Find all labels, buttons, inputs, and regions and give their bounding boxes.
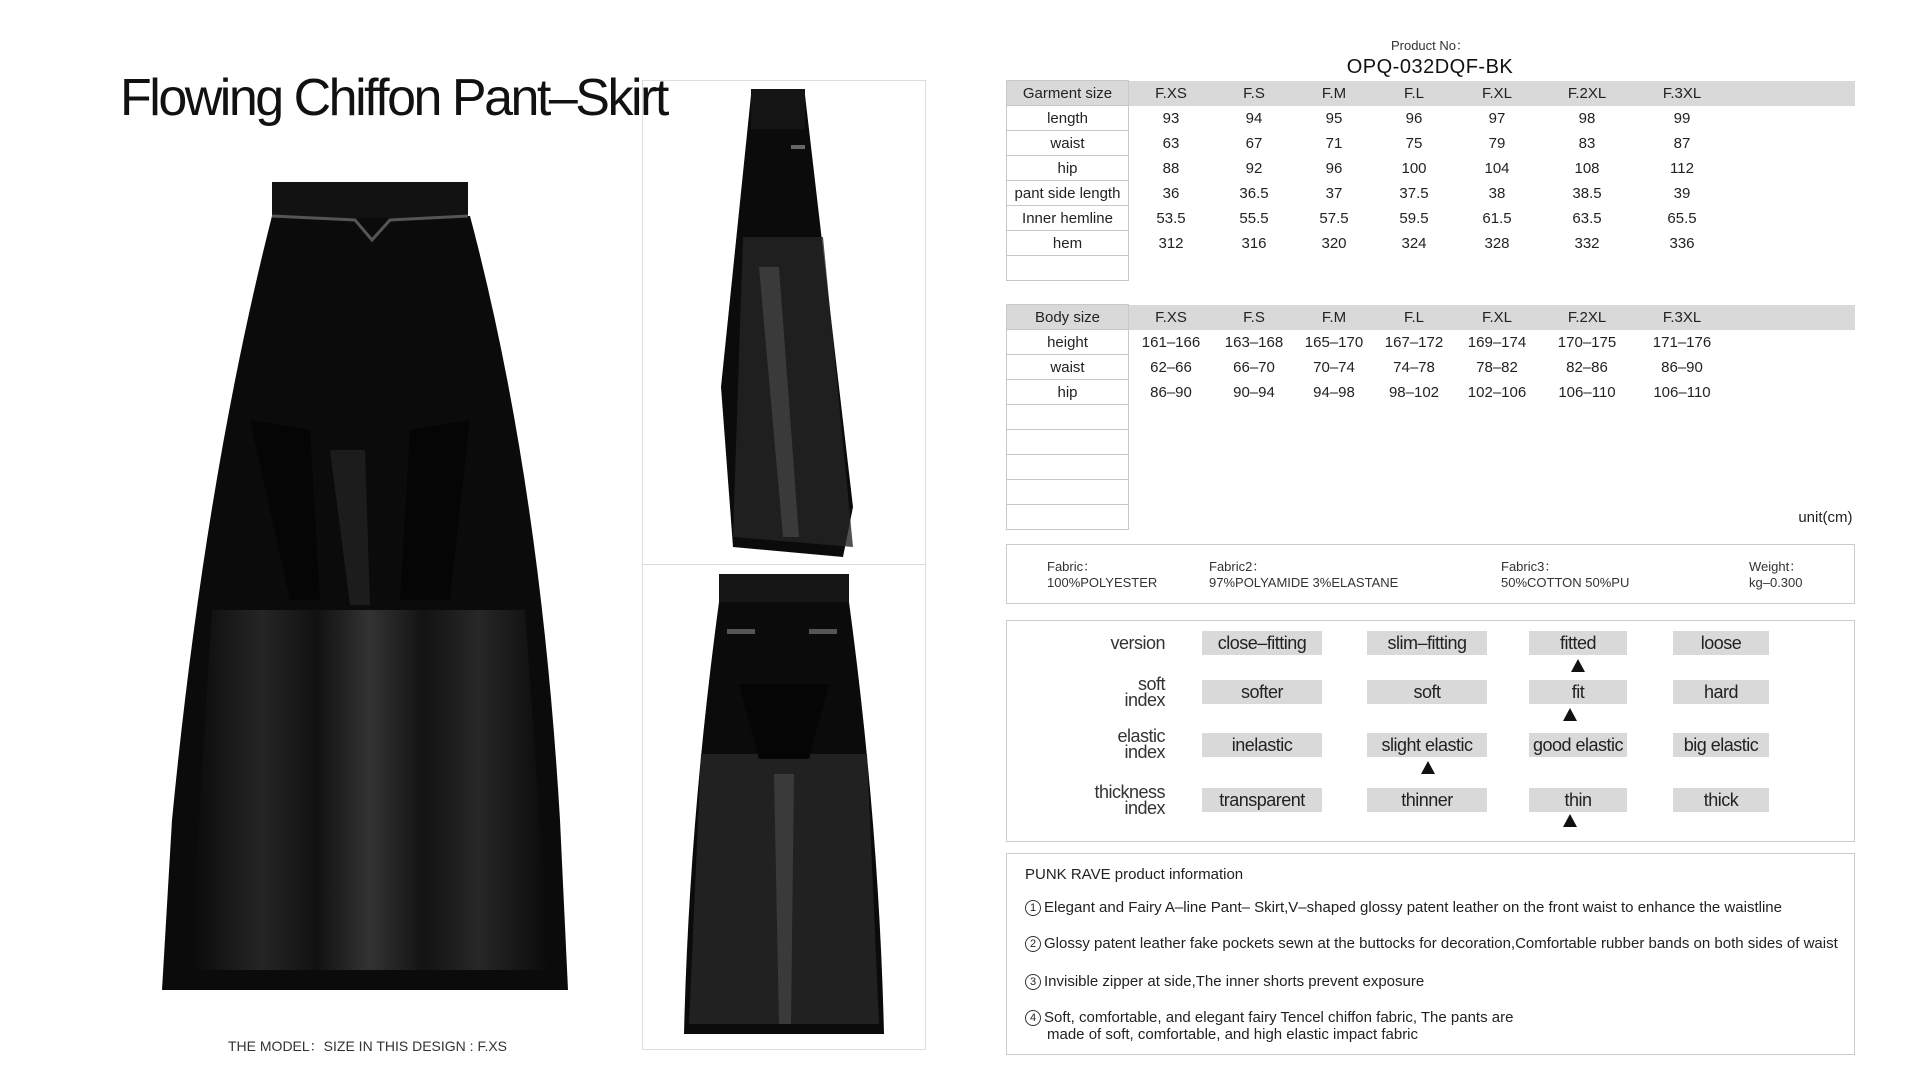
table-cell: 99	[1673, 109, 1691, 127]
table-cell: 66–70	[1233, 358, 1275, 376]
soft-option: fit	[1529, 680, 1627, 704]
soft-option: hard	[1673, 680, 1769, 704]
table-cell: 62–66	[1150, 358, 1192, 376]
number-badge-icon: 3	[1025, 974, 1041, 990]
table-cell: 108	[1574, 159, 1600, 177]
product-number-label: Product No：	[1390, 38, 1470, 53]
table-cell: 98	[1578, 109, 1596, 127]
table-cell: 39	[1673, 184, 1691, 202]
body-size-header: Body size	[1007, 305, 1129, 330]
fabric-2: Fabric2： 97%POLYAMIDE 3%ELASTANE	[1209, 559, 1399, 590]
fabric-info	[1006, 544, 1855, 604]
row-label: length	[1007, 106, 1129, 131]
table-cell: 67	[1245, 134, 1263, 152]
body-size-header-row	[1007, 305, 1855, 330]
thickness-option: thin	[1529, 788, 1627, 812]
table-row	[1007, 181, 1855, 206]
table-cell: 86–90	[1150, 383, 1192, 401]
table-row	[1007, 156, 1855, 181]
thickness-option: thinner	[1367, 788, 1487, 812]
body-size-columns	[1129, 305, 1854, 330]
table-row	[1007, 106, 1855, 131]
fit-index-panel	[1006, 620, 1855, 842]
size-col: F.L	[1403, 308, 1424, 326]
page-title: Flowing Chiffon Pant–Skirt	[120, 69, 667, 127]
table-cell: 324	[1401, 234, 1427, 252]
table-cell: 38	[1488, 184, 1506, 202]
weight: Weight： kg–0.300	[1749, 559, 1803, 590]
table-cell: 88	[1162, 159, 1180, 177]
table-cell: 112	[1670, 159, 1694, 177]
garment-size-columns	[1129, 81, 1854, 106]
table-cell: 336	[1669, 234, 1695, 252]
selected-marker-icon	[1563, 708, 1577, 721]
row-label: waist	[1007, 355, 1129, 380]
table-cell: 75	[1405, 134, 1423, 152]
table-row	[1007, 380, 1855, 405]
size-col: F.XS	[1155, 84, 1187, 102]
table-cell: 36	[1162, 184, 1180, 202]
table-cell: 94–98	[1313, 383, 1355, 401]
side-view-photo	[703, 87, 863, 559]
front-view-photo	[150, 180, 580, 990]
size-col: F.S	[1243, 308, 1265, 326]
table-cell: 171–176	[1652, 333, 1712, 351]
table-cell: 165–170	[1304, 333, 1364, 351]
unit-row	[1007, 505, 1855, 530]
size-col: F.L	[1403, 84, 1424, 102]
size-col: F.M	[1321, 84, 1347, 102]
soft-option: soft	[1367, 680, 1487, 704]
empty-row	[1007, 455, 1855, 480]
info-item: 3 Invisible zipper at side,The inner shorts prevent exposure	[1025, 973, 1424, 990]
table-cell: 312	[1158, 234, 1184, 252]
table-cell: 86–90	[1661, 358, 1703, 376]
thumbnail-panel	[642, 80, 926, 1050]
number-badge-icon: 4	[1025, 1010, 1041, 1026]
table-row	[1007, 330, 1855, 355]
size-col: F.M	[1321, 308, 1347, 326]
elastic-option: good elastic	[1529, 733, 1627, 757]
selected-marker-icon	[1571, 659, 1585, 672]
table-cell: 36.5	[1239, 184, 1269, 202]
number-badge-icon: 1	[1025, 900, 1041, 916]
table-cell: 93	[1162, 109, 1180, 127]
table-cell: 97	[1488, 109, 1506, 127]
selected-marker-icon	[1421, 761, 1435, 774]
table-row	[1007, 131, 1855, 156]
table-cell: 71	[1325, 134, 1343, 152]
garment-size-table	[1006, 80, 1855, 281]
table-cell: 170–175	[1557, 333, 1617, 351]
table-cell: 79	[1488, 134, 1506, 152]
table-cell: 61.5	[1482, 209, 1512, 227]
table-cell: 53.5	[1156, 209, 1186, 227]
table-cell: 92	[1245, 159, 1263, 177]
table-row	[1007, 231, 1855, 256]
version-option: slim–fitting	[1367, 631, 1487, 655]
number-badge-icon: 2	[1025, 936, 1041, 952]
thumbnail-divider	[643, 564, 925, 565]
size-col: F.2XL	[1567, 84, 1607, 102]
row-label: hip	[1007, 156, 1129, 181]
table-cell: 57.5	[1319, 209, 1349, 227]
table-cell: 83	[1578, 134, 1596, 152]
product-number-value: OPQ-032DQF-BK	[1346, 56, 1514, 78]
empty-row	[1007, 430, 1855, 455]
fabric-1: Fabric： 100%POLYESTER	[1047, 559, 1158, 590]
product-information	[1006, 853, 1855, 1055]
size-col: F.S	[1243, 84, 1265, 102]
table-cell: 65.5	[1667, 209, 1697, 227]
row-label: pant side length	[1007, 181, 1129, 206]
table-cell: 59.5	[1399, 209, 1429, 227]
table-cell: 161–166	[1141, 333, 1201, 351]
size-col: F.XL	[1481, 308, 1512, 326]
version-option: loose	[1673, 631, 1769, 655]
unit-label: unit(cm)	[1798, 508, 1853, 526]
size-col: F.2XL	[1567, 308, 1607, 326]
table-cell: 63	[1162, 134, 1180, 152]
soft-option: softer	[1202, 680, 1322, 704]
empty-row	[1007, 480, 1855, 505]
table-cell: 70–74	[1313, 358, 1355, 376]
table-cell: 82–86	[1566, 358, 1608, 376]
version-label: version	[1110, 633, 1165, 653]
size-col: F.3XL	[1662, 308, 1702, 326]
elastic-index-label: elastic index	[1117, 726, 1165, 762]
table-cell: 106–110	[1558, 383, 1616, 401]
row-label: hip	[1007, 380, 1129, 405]
row-label: waist	[1007, 131, 1129, 156]
table-cell: 163–168	[1224, 333, 1284, 351]
info-item: 2 Glossy patent leather fake pockets sewn at the buttocks for decoration,Comfortable rubber bands on both sides of waist	[1025, 935, 1838, 952]
fabric-3: Fabric3： 50%COTTON 50%PU	[1501, 559, 1630, 590]
thickness-index-label: thickness index	[1094, 782, 1165, 818]
garment-size-header: Garment size	[1007, 81, 1129, 106]
table-cell: 96	[1405, 109, 1423, 127]
table-cell: 63.5	[1572, 209, 1602, 227]
info-title: PUNK RAVE product information	[1025, 866, 1244, 883]
table-cell: 169–174	[1467, 333, 1527, 351]
table-cell: 320	[1321, 234, 1347, 252]
table-cell: 106–110	[1653, 383, 1711, 401]
table-cell: 95	[1325, 109, 1343, 127]
elastic-option: big elastic	[1673, 733, 1769, 757]
table-cell: 96	[1325, 159, 1343, 177]
size-col: F.XL	[1481, 84, 1512, 102]
table-cell: 74–78	[1393, 358, 1435, 376]
table-cell: 37.5	[1399, 184, 1429, 202]
thickness-option: thick	[1673, 788, 1769, 812]
table-cell: 316	[1241, 234, 1267, 252]
table-cell: 104	[1484, 159, 1510, 177]
table-cell: 55.5	[1239, 209, 1269, 227]
table-cell: 98–102	[1388, 383, 1440, 401]
table-cell: 78–82	[1476, 358, 1518, 376]
size-col: F.XS	[1155, 308, 1187, 326]
table-cell: 167–172	[1384, 333, 1444, 351]
elastic-option: slight elastic	[1367, 733, 1487, 757]
elastic-option: inelastic	[1202, 733, 1322, 757]
garment-size-header-row	[1007, 81, 1855, 106]
info-item: 1 Elegant and Fairy A–line Pant– Skirt,V–shaped glossy patent leather on the front waist to enhance the waistline	[1025, 899, 1782, 916]
table-cell: 37	[1325, 184, 1343, 202]
table-row	[1007, 206, 1855, 231]
table-cell: 102–106	[1467, 383, 1527, 401]
table-cell: 94	[1245, 109, 1263, 127]
row-label: hem	[1007, 231, 1129, 256]
table-cell: 332	[1574, 234, 1600, 252]
row-label: height	[1007, 330, 1129, 355]
empty-row	[1007, 256, 1855, 281]
version-option: close–fitting	[1202, 631, 1322, 655]
product-number	[1006, 35, 1854, 79]
table-cell: 87	[1673, 134, 1691, 152]
table-cell: 100	[1401, 159, 1427, 177]
info-item: 4 Soft, comfortable, and elegant fairy Tencel chiffon fabric, The pants are made of soft, comfortable, and high elastic impact fabric	[1025, 1009, 1513, 1043]
version-option: fitted	[1529, 631, 1627, 655]
thickness-option: transparent	[1202, 788, 1322, 812]
selected-marker-icon	[1563, 814, 1577, 827]
model-size-caption: THE MODEL：SIZE IN THIS DESIGN : F.XS	[228, 1038, 508, 1054]
size-col: F.3XL	[1662, 84, 1702, 102]
body-size-table	[1006, 304, 1855, 530]
table-cell: 90–94	[1233, 383, 1275, 401]
soft-index-label: soft index	[1124, 674, 1165, 710]
row-label: Inner hemline	[1007, 206, 1129, 231]
table-row	[1007, 355, 1855, 380]
table-cell: 328	[1484, 234, 1510, 252]
empty-row	[1007, 405, 1855, 430]
table-cell: 38.5	[1572, 184, 1602, 202]
back-view-photo	[679, 574, 889, 1044]
